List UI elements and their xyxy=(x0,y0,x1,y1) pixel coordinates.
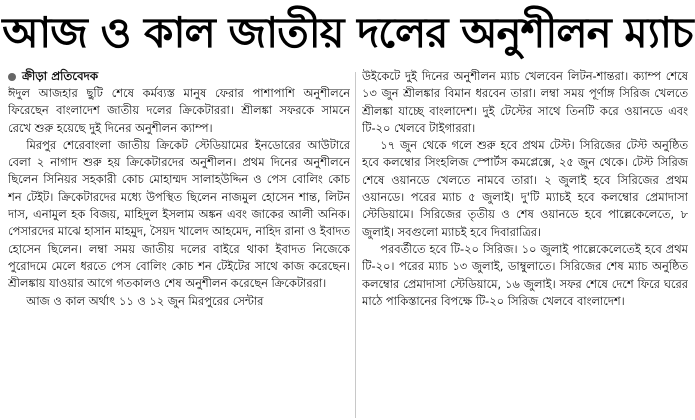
article-column-left xyxy=(8,68,350,418)
paragraph: পরবর্তীতে হবে টি-২০ সিরিজ। ১০ জুলাই পাল্লেকেলেতেই হবে প্রথম টি-২০। পরের ম্যাচ ১৩ জুলাই, ডাম্বুলাতে। সিরিজের শেষ ম্যাচ অনুষ্ঠিত কলম্বোর প্রেমাদাসা স্টেডিয়ামে, ১৬ জুলাই। সফর শেষে দেশে ফিরে ঘরের মাঠে পাকিস্তানের বিপক্ষে টি-২০ সিরিজ খেলবে বাংলাদেশ। xyxy=(362,241,688,308)
paragraph: ১৭ জুন থেকে গলে শুরু হবে প্রথম টেস্ট। সিরিজের টেস্ট অনুষ্ঠিত হবে কলম্বোর সিংহলিজ স্পোর্টস কমপ্লেক্সে, ২৫ জুন থেকে। টেস্ট সিরিজ শেষে ওয়ানডে খেলতে নামবে তারা। ২ জুলাই হবে সিরিজের প্রথম ওয়ানডে। পরের ম্যাচ ৫ জুলাই। দু'টি ম্যাচই হবে কলম্বোর প্রেমাদাসা স্টেডিয়ামে। সিরিজের তৃতীয় ও শেষ ওয়ানডে হবে পাল্লেকেলেতে, ৮ জুলাই। সবগুলো ম্যাচই হবে দিবারাত্রির। xyxy=(362,138,688,239)
column-divider xyxy=(355,72,356,418)
byline xyxy=(8,68,350,85)
paragraph: ঈদুল আজহার ছুটি শেষে কর্মব্যস্ত মানুষ ফেরার পাশাপাশি অনুশীলনে ফিরেছেন বাংলাদেশ জাতীয় দলের ক্রিকেটাররা। শ্রীলঙ্কা সফরকে সামনে রেখে শুরু হয়েছে দুই দিনের অনুশীলন ক্যাম্প। xyxy=(8,86,350,135)
paragraph: আজ ও কাল অর্থাৎ ১১ ও ১২ জুন মিরপুরের সেন্টার xyxy=(26,293,264,308)
article-headline: আজ ও কাল জাতীয় দলের অনুশীলন ম্যাচ xyxy=(2,8,693,57)
article-column-right xyxy=(362,68,688,418)
byline-text: ক্রীড়া প্রতিবেদক xyxy=(22,69,98,83)
paragraph: উইকেটে দুই দিনের অনুশীলন ম্যাচ খেলবেন লিটন-শান্তরা। ক্যাম্প শেষে ১৩ জুন শ্রীলঙ্কার বিমান ধরবেন তারা। লম্বা সময় পূর্ণাঙ্গ সিরিজ খেলতে শ্রীলঙ্কা যাচ্ছে বাংলাদেশ। দুই টেস্টের সাথে তিনটি করে ওয়ানডে এবং টি-২০ খেলবে টাইগাররা। xyxy=(362,69,688,135)
paragraph: মিরপুর শেরেবাংলা জাতীয় ক্রিকেট স্টেডিয়ামের ইনডোরের আউটারে বেলা ২ নাগাদ শুরু হয় ক্রিকেটারদের অনুশীলন। প্রথম দিনের অনুশীলনে ছিলেন সিনিয়র সহকারী কোচ মোহাম্মদ সালাহউদ্দিন ও পেস বোলিং কোচ শন টেইট। ক্রিকেটারদের মধ্যে উপস্থিত ছিলেন নাজমুল হোসেন শান্ত, লিটন দাস, এনামুল হক বিজয়, মাহিদুল ইসলাম অঙ্কন এবং জাকের আলী অনিক। পেসারদের মাঝে হাসান মাহমুদ, সৈয়দ খালেদ আহমেদ, নাহিদ রানা ও ইবাদত হোসেন ছিলেন। লম্বা সময় জাতীয় দলের বাইরে থাকা ইবাদত নিজেকে পুরোদমে মেলে ধরতে পেস বোলিং কোচ শন টেইটের সাথে কাজ করেছেন। শ্রীলঙ্কায় যাওয়ার আগে গতকালও শেষ অনুশীলন করেছেন ক্রিকেটাররা। xyxy=(8,137,350,291)
bullet-icon xyxy=(8,73,16,81)
